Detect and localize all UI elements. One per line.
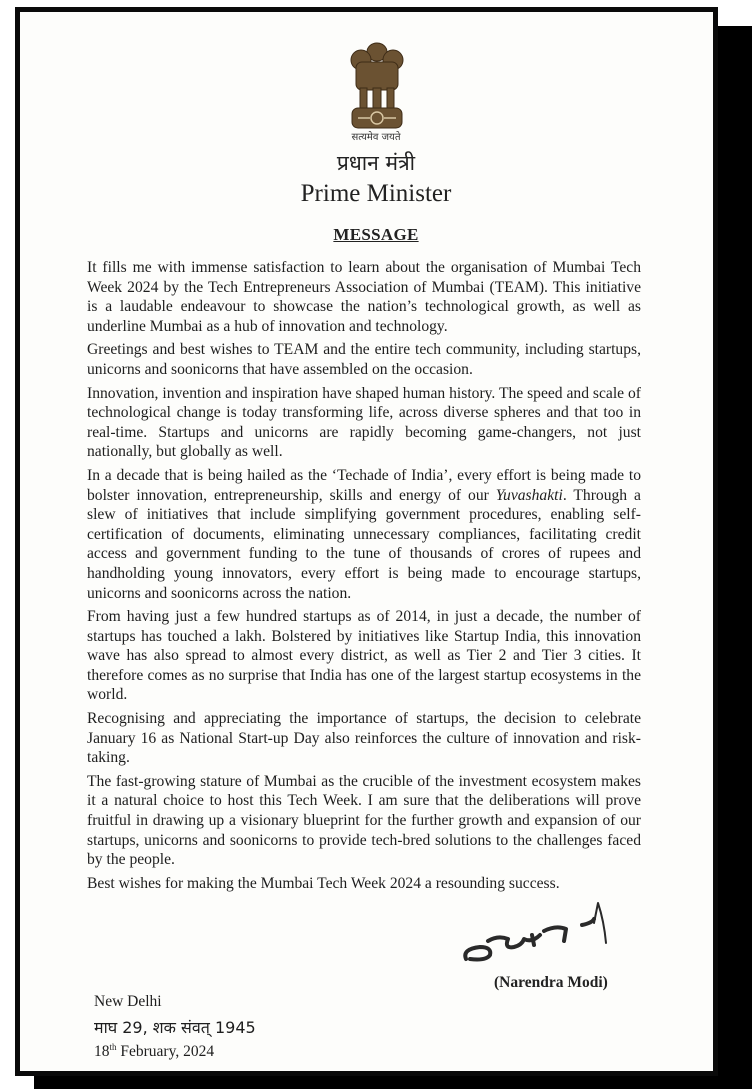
page-title: Prime Minister [300,180,452,207]
paragraph-text: In a decade that is being hailed as the ‘Techade of India’, every effort is being made to bolster innovation, entrepreneurship, skills and energy of our [87,466,641,504]
date [94,1043,214,1061]
paragraph: Recognising and appreciating the importance of startups, the decision to celebrate January 16 as National Start-up Day also reinforces the culture of innovation and risk-taking. [87,710,641,767]
date-day: 18 [94,1043,110,1060]
paragraph: It fills me with immense satisfaction to learn about the organisation of Mumbai Tech Week 2024 by the Tech Entrepreneurs Association of Mumbai (TEAM). This initiative is a laudable endeavour to showcase the nation’s technological growth, as well as underline Mumbai as a hub of innovation and technology. [87,259,641,335]
paragraph: From having just a few hundred startups as of 2014, in just a decade, the number of startups has touched a lakh. Bolstered by initiatives like Startup India, this innovation wave has also spread to almost every district, as well as Tier 2 and Tier 3 cities. It therefore comes as no surprise that India has one of the largest startup ecosystems in the world. [87,608,641,704]
date-suffix: th [109,1041,117,1052]
date-hindi: माघ 29, शक संवत् 1945 [94,1018,256,1037]
paragraph-text: . Through a slew of initiatives that include simplifying government procedures, enabling self-certification of documents, eliminating unnecessary compliances, facilitating credit access and government funding to the tune of thousands of crores of rupees and handholding young innovators, every effort is being made to encourage startups, unicorns and soonicorns across the nation. [87,486,641,602]
date-rest: February, 2024 [116,1043,215,1060]
place: New Delhi [94,993,162,1010]
emblem-motto: सत्यमेव जयते [351,132,401,143]
paragraph: Greetings and best wishes to TEAM and the entire tech community, including startups, unicorns and soonicorns that have assembled on the occasion. [87,341,641,378]
message-body [87,258,641,897]
message-heading: MESSAGE [333,225,419,244]
paragraph: Best wishes for making the Mumbai Tech Week 2024 a resounding success. [87,874,560,892]
signatory-name: (Narendra Modi) [494,974,608,991]
national-emblem-icon [342,40,412,132]
paragraph: The fast-growing stature of Mumbai as the crucible of the investment ecosystem makes it a natural choice to host this Tech Week. I am sure that the deliberations will prove fruitful in drawing up a visionary blueprint for the further growth and expansion of our startups, unicorns and soonicorns to provide tech-bred solutions to the challenges faced by the people. [87,772,641,869]
paragraph [87,466,641,603]
italic-term: Yuvashakti [495,486,563,504]
title-hindi: प्रधान मंत्री [336,151,416,175]
paragraph: Innovation, invention and inspiration have shaped human history. The speed and scale of technological change is today transforming life, across diverse spheres and that too in real-time. Startups and unicorns are rapidly becoming game-changers, not just nationally, but globally as well. [87,384,641,461]
signature-icon [458,895,638,975]
